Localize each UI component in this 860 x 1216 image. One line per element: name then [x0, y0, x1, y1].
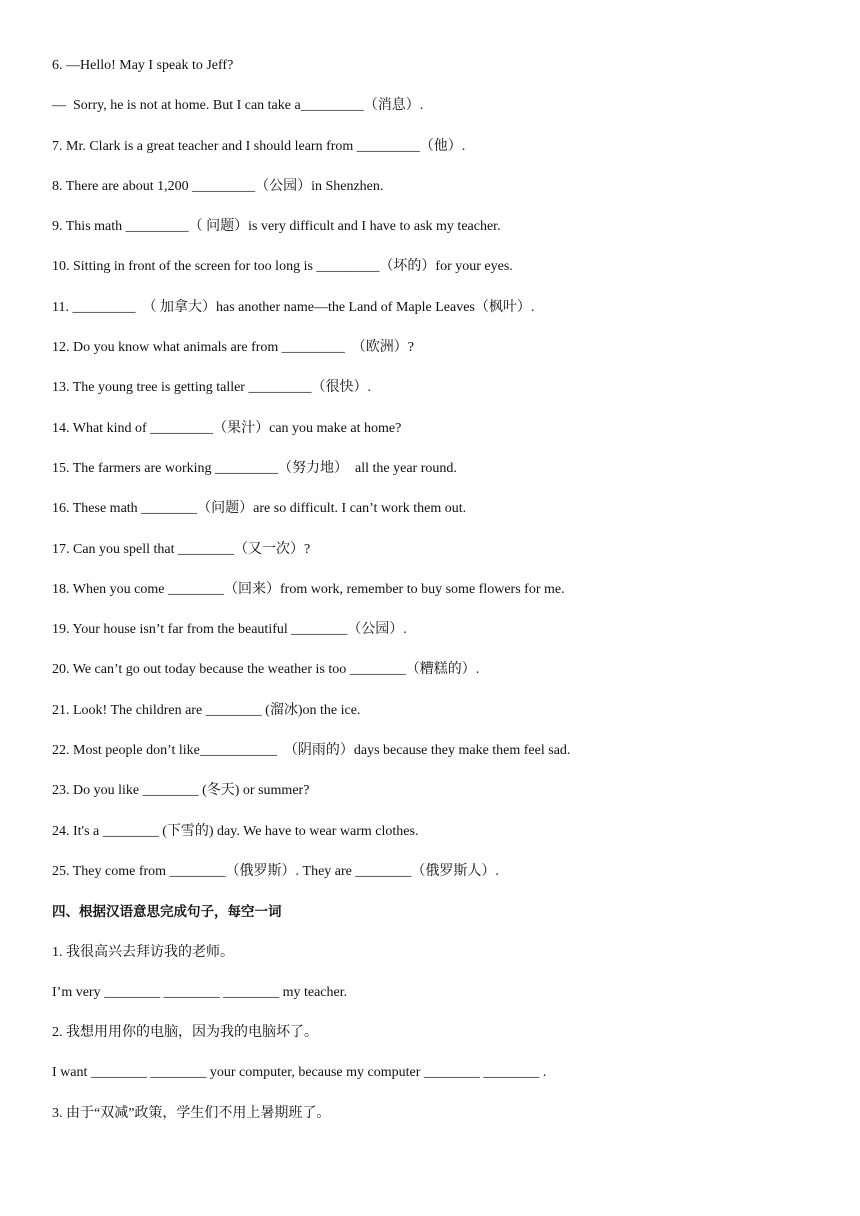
exercise-10: 10. Sitting in front of the screen for too long is _________（坏的）for your eyes.: [52, 259, 513, 275]
exercise-21: 21. Look! The children are ________ (溜冰)on the ice.: [52, 702, 361, 718]
exercise-7: 7. Mr. Clark is a great teacher and I should learn from _________（他）.: [52, 138, 466, 154]
exercise-17: 17. Can you spell that ________（又一次）?: [52, 541, 311, 557]
exercise-15: 15. The farmers are working _________（努力地） all the year round.: [52, 460, 457, 476]
section-four-item-3-chinese: 3. 由于“双减”政策，学生们不用上暑期班了。: [52, 1105, 331, 1121]
exercise-6-answer: — Sorry, he is not at home. But I can take a_________（消息）.: [52, 98, 424, 114]
section-four-heading: 四、根据汉语意思完成句子，每空一词: [52, 904, 282, 921]
exercise-8: 8. There are about 1,200 _________（公园）in Shenzhen.: [52, 178, 384, 194]
exercise-24: 24. It's a ________ (下雪的) day. We have to wear warm clothes.: [52, 823, 419, 839]
worksheet-page: [52, 56, 832, 1144]
exercise-6-question: 6. —Hello! May I speak to Jeff?: [52, 58, 234, 73]
exercise-23: 23. Do you like ________ (冬天) or summer?: [52, 783, 310, 799]
section-four-item-2-chinese: 2. 我想用用你的电脑，因为我的电脑坏了。: [52, 1025, 318, 1041]
exercise-13: 13. The young tree is getting taller _________（很快）.: [52, 380, 371, 396]
exercise-22: 22. Most people don’t like___________ （阴雨的）days because they make them feel sad.: [52, 743, 571, 759]
exercise-9: 9. This math _________（ 问题）is very difficult and I have to ask my teacher.: [52, 219, 501, 235]
exercise-25: 25. They come from ________（俄罗斯）. They are ________（俄罗斯人）.: [52, 863, 499, 879]
exercise-16: 16. These math ________（问题）are so difficult. I can’t work them out.: [52, 501, 467, 517]
section-four-item-1-english: I’m very ________ ________ ________ my teacher.: [52, 984, 348, 1000]
exercise-20: 20. We can’t go out today because the weather is too ________（糟糕的）.: [52, 662, 480, 678]
exercise-19: 19. Your house isn’t far from the beautiful ________（公园）.: [52, 622, 407, 638]
section-four-item-2-english: I want ________ ________ your computer, because my computer ________ ________ .: [52, 1065, 547, 1081]
exercise-11: 11. _________ （ 加拿大）has another name—the Land of Maple Leaves（枫叶）.: [52, 299, 535, 315]
exercise-12: 12. Do you know what animals are from _________ （欧洲）?: [52, 340, 414, 356]
exercise-14: 14. What kind of _________（果汁）can you make at home?: [52, 420, 402, 436]
section-four-item-1-chinese: 1. 我很高兴去拜访我的老师。: [52, 944, 234, 960]
exercise-18: 18. When you come ________（回来）from work, remember to buy some flowers for me.: [52, 581, 565, 597]
